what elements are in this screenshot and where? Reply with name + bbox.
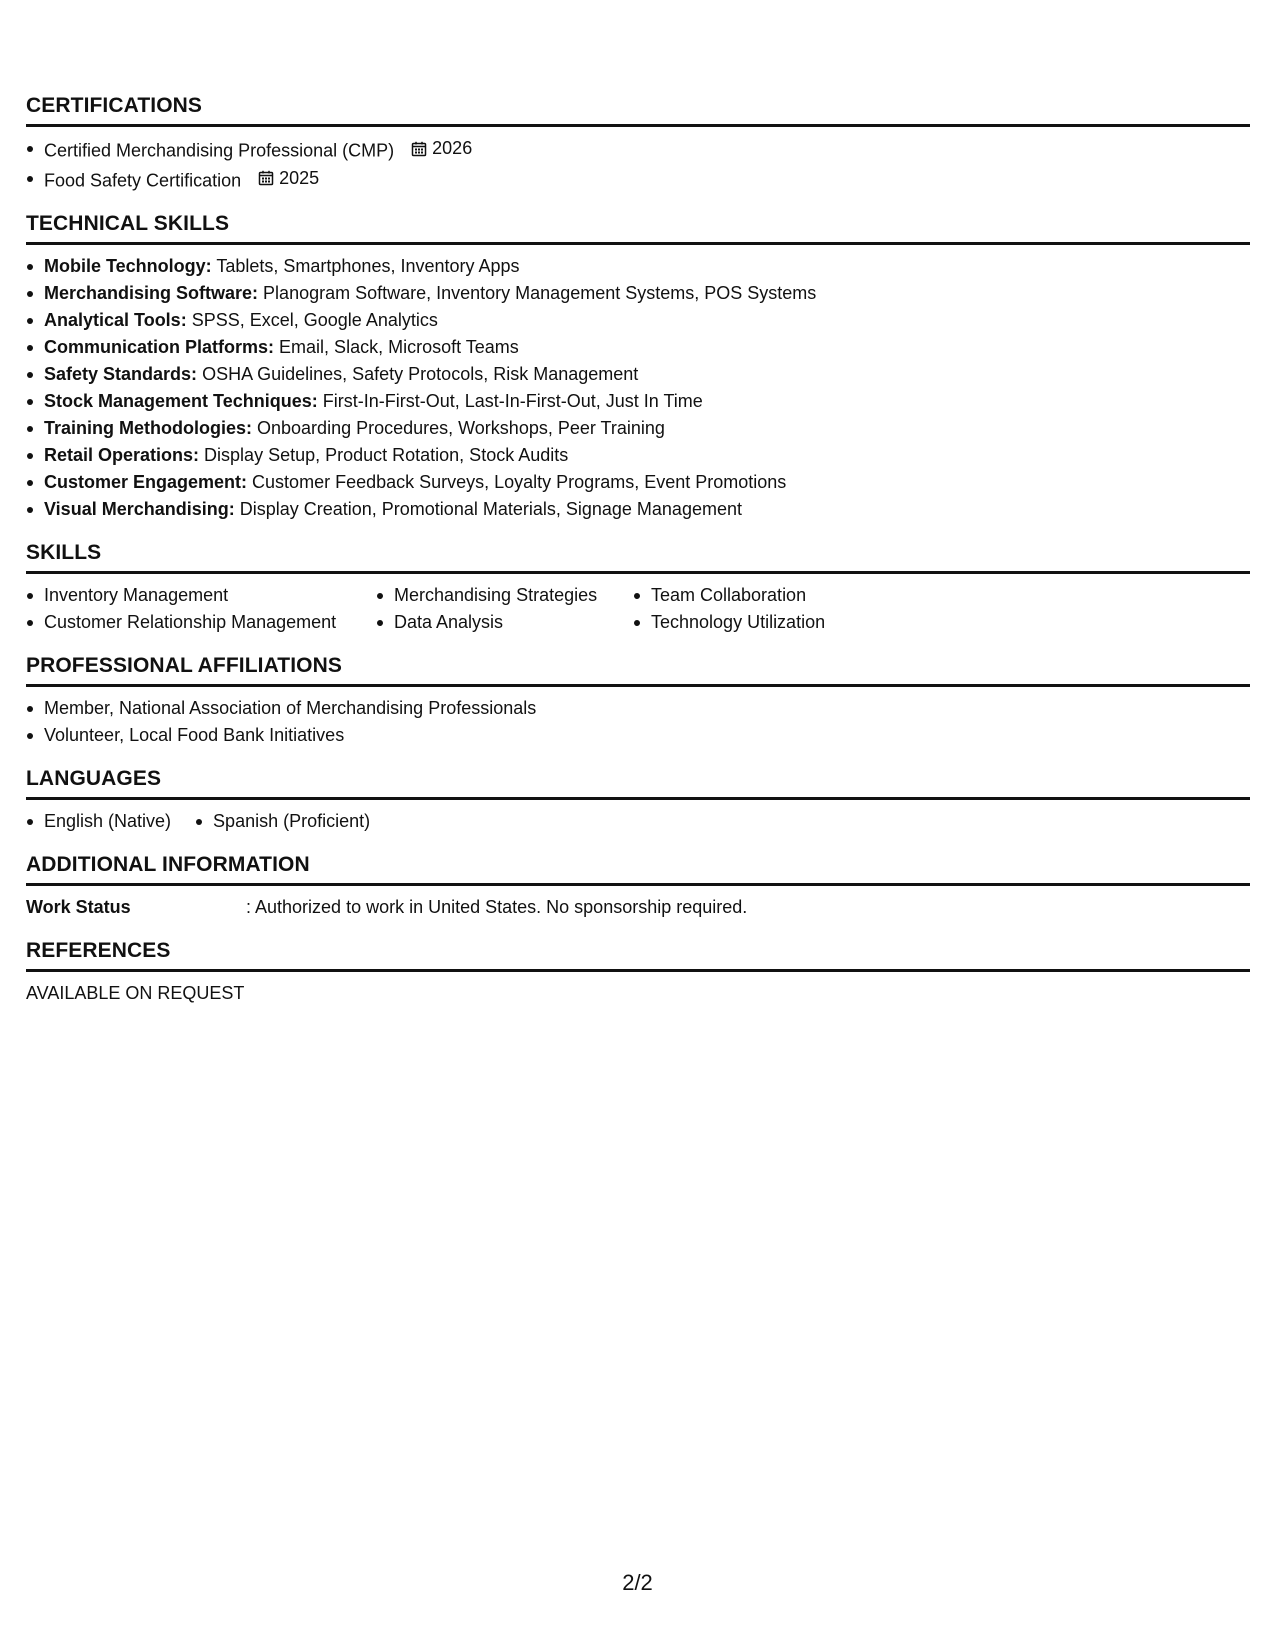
- list-item: [26, 280, 1250, 307]
- work-status-row: [26, 894, 1250, 921]
- list-item: [26, 307, 1250, 334]
- list-item: [26, 442, 1250, 469]
- skill-values: Tablets, Smartphones, Inventory Apps: [216, 256, 520, 276]
- resume-page: [26, 94, 1250, 1025]
- list-item: [26, 415, 1250, 442]
- technical-skills-section: [26, 212, 1250, 523]
- certification-year: 2026: [432, 138, 473, 158]
- list-item: Member, National Association of Merchandising Professionals: [26, 695, 1250, 722]
- calendar-icon: [258, 170, 274, 186]
- list-item: [26, 165, 1250, 195]
- skills-heading: SKILLS: [26, 541, 1250, 574]
- list-item: Customer Relationship Management: [26, 609, 376, 636]
- skill-values: Email, Slack, Microsoft Teams: [279, 337, 519, 357]
- certification-name: Food Safety Certification: [44, 170, 242, 190]
- work-status-value: : Authorized to work in United States. No sponsorship required.: [246, 897, 748, 917]
- list-item: Spanish (Proficient): [195, 808, 370, 835]
- technical-skills-list: [26, 253, 1250, 523]
- affiliations-heading: PROFESSIONAL AFFILIATIONS: [26, 654, 1250, 687]
- certification-name: Certified Merchandising Professional (CMP): [44, 140, 395, 161]
- list-item: Inventory Management: [26, 582, 376, 609]
- skill-values: OSHA Guidelines, Safety Protocols, Risk Management: [202, 364, 639, 384]
- languages-heading: LANGUAGES: [26, 767, 1250, 800]
- page-number: 2/2: [622, 1570, 653, 1595]
- list-item: Team Collaboration: [633, 582, 933, 609]
- skill-category: Analytical Tools:: [44, 310, 187, 330]
- certifications-section: [26, 94, 1250, 194]
- list-item: Volunteer, Local Food Bank Initiatives: [26, 722, 1250, 749]
- skills-section: [26, 541, 1250, 636]
- skill-values: Display Setup, Product Rotation, Stock Audits: [204, 445, 569, 465]
- skill-values: Onboarding Procedures, Workshops, Peer Training: [257, 418, 665, 438]
- list-item: [26, 253, 1250, 280]
- skills-columns: [26, 582, 1250, 636]
- list-item: [26, 135, 1250, 165]
- skills-column: [376, 582, 633, 636]
- skills-column: [26, 582, 376, 636]
- languages-section: [26, 767, 1250, 835]
- skill-values: Customer Feedback Surveys, Loyalty Programs, Event Promotions: [252, 472, 787, 492]
- additional-info-section: [26, 853, 1250, 921]
- skill-category: Customer Engagement:: [44, 472, 248, 492]
- list-item: [26, 334, 1250, 361]
- list-item: [26, 361, 1250, 388]
- skill-category: Training Methodologies:: [44, 418, 252, 438]
- skill-category: Safety Standards:: [44, 364, 198, 384]
- calendar-icon: [411, 141, 427, 157]
- technical-skills-heading: TECHNICAL SKILLS: [26, 212, 1250, 245]
- certifications-heading: CERTIFICATIONS: [26, 94, 1250, 127]
- list-item: Technology Utilization: [633, 609, 933, 636]
- affiliations-list: [26, 695, 1250, 749]
- list-item: [26, 496, 1250, 523]
- skill-values: Planogram Software, Inventory Management Systems, POS Systems: [263, 283, 817, 303]
- skill-values: Display Creation, Promotional Materials, Signage Management: [239, 499, 742, 519]
- skill-values: SPSS, Excel, Google Analytics: [191, 310, 438, 330]
- references-text: AVAILABLE ON REQUEST: [26, 983, 245, 1003]
- list-item: [26, 388, 1250, 415]
- certifications-list: [26, 135, 1250, 194]
- skill-category: Stock Management Techniques:: [44, 391, 318, 411]
- list-item: Data Analysis: [376, 609, 633, 636]
- list-item: English (Native): [26, 808, 171, 835]
- affiliations-section: [26, 654, 1250, 749]
- languages-list: [26, 808, 1250, 835]
- list-item: [26, 469, 1250, 496]
- references-heading: REFERENCES: [26, 939, 1250, 972]
- skills-column: [633, 582, 933, 636]
- skill-category: Communication Platforms:: [44, 337, 275, 357]
- skill-category: Retail Operations:: [44, 445, 200, 465]
- additional-info-heading: ADDITIONAL INFORMATION: [26, 853, 1250, 886]
- work-status-label: Work Status: [26, 897, 131, 917]
- references-section: [26, 939, 1250, 1007]
- skill-category: Merchandising Software:: [44, 283, 259, 303]
- certification-year: 2025: [279, 167, 320, 188]
- skill-category: Mobile Technology:: [44, 256, 212, 276]
- skill-category: Visual Merchandising:: [44, 499, 235, 519]
- skill-values: First-In-First-Out, Last-In-First-Out, Just In Time: [322, 391, 703, 411]
- list-item: Merchandising Strategies: [376, 582, 633, 609]
